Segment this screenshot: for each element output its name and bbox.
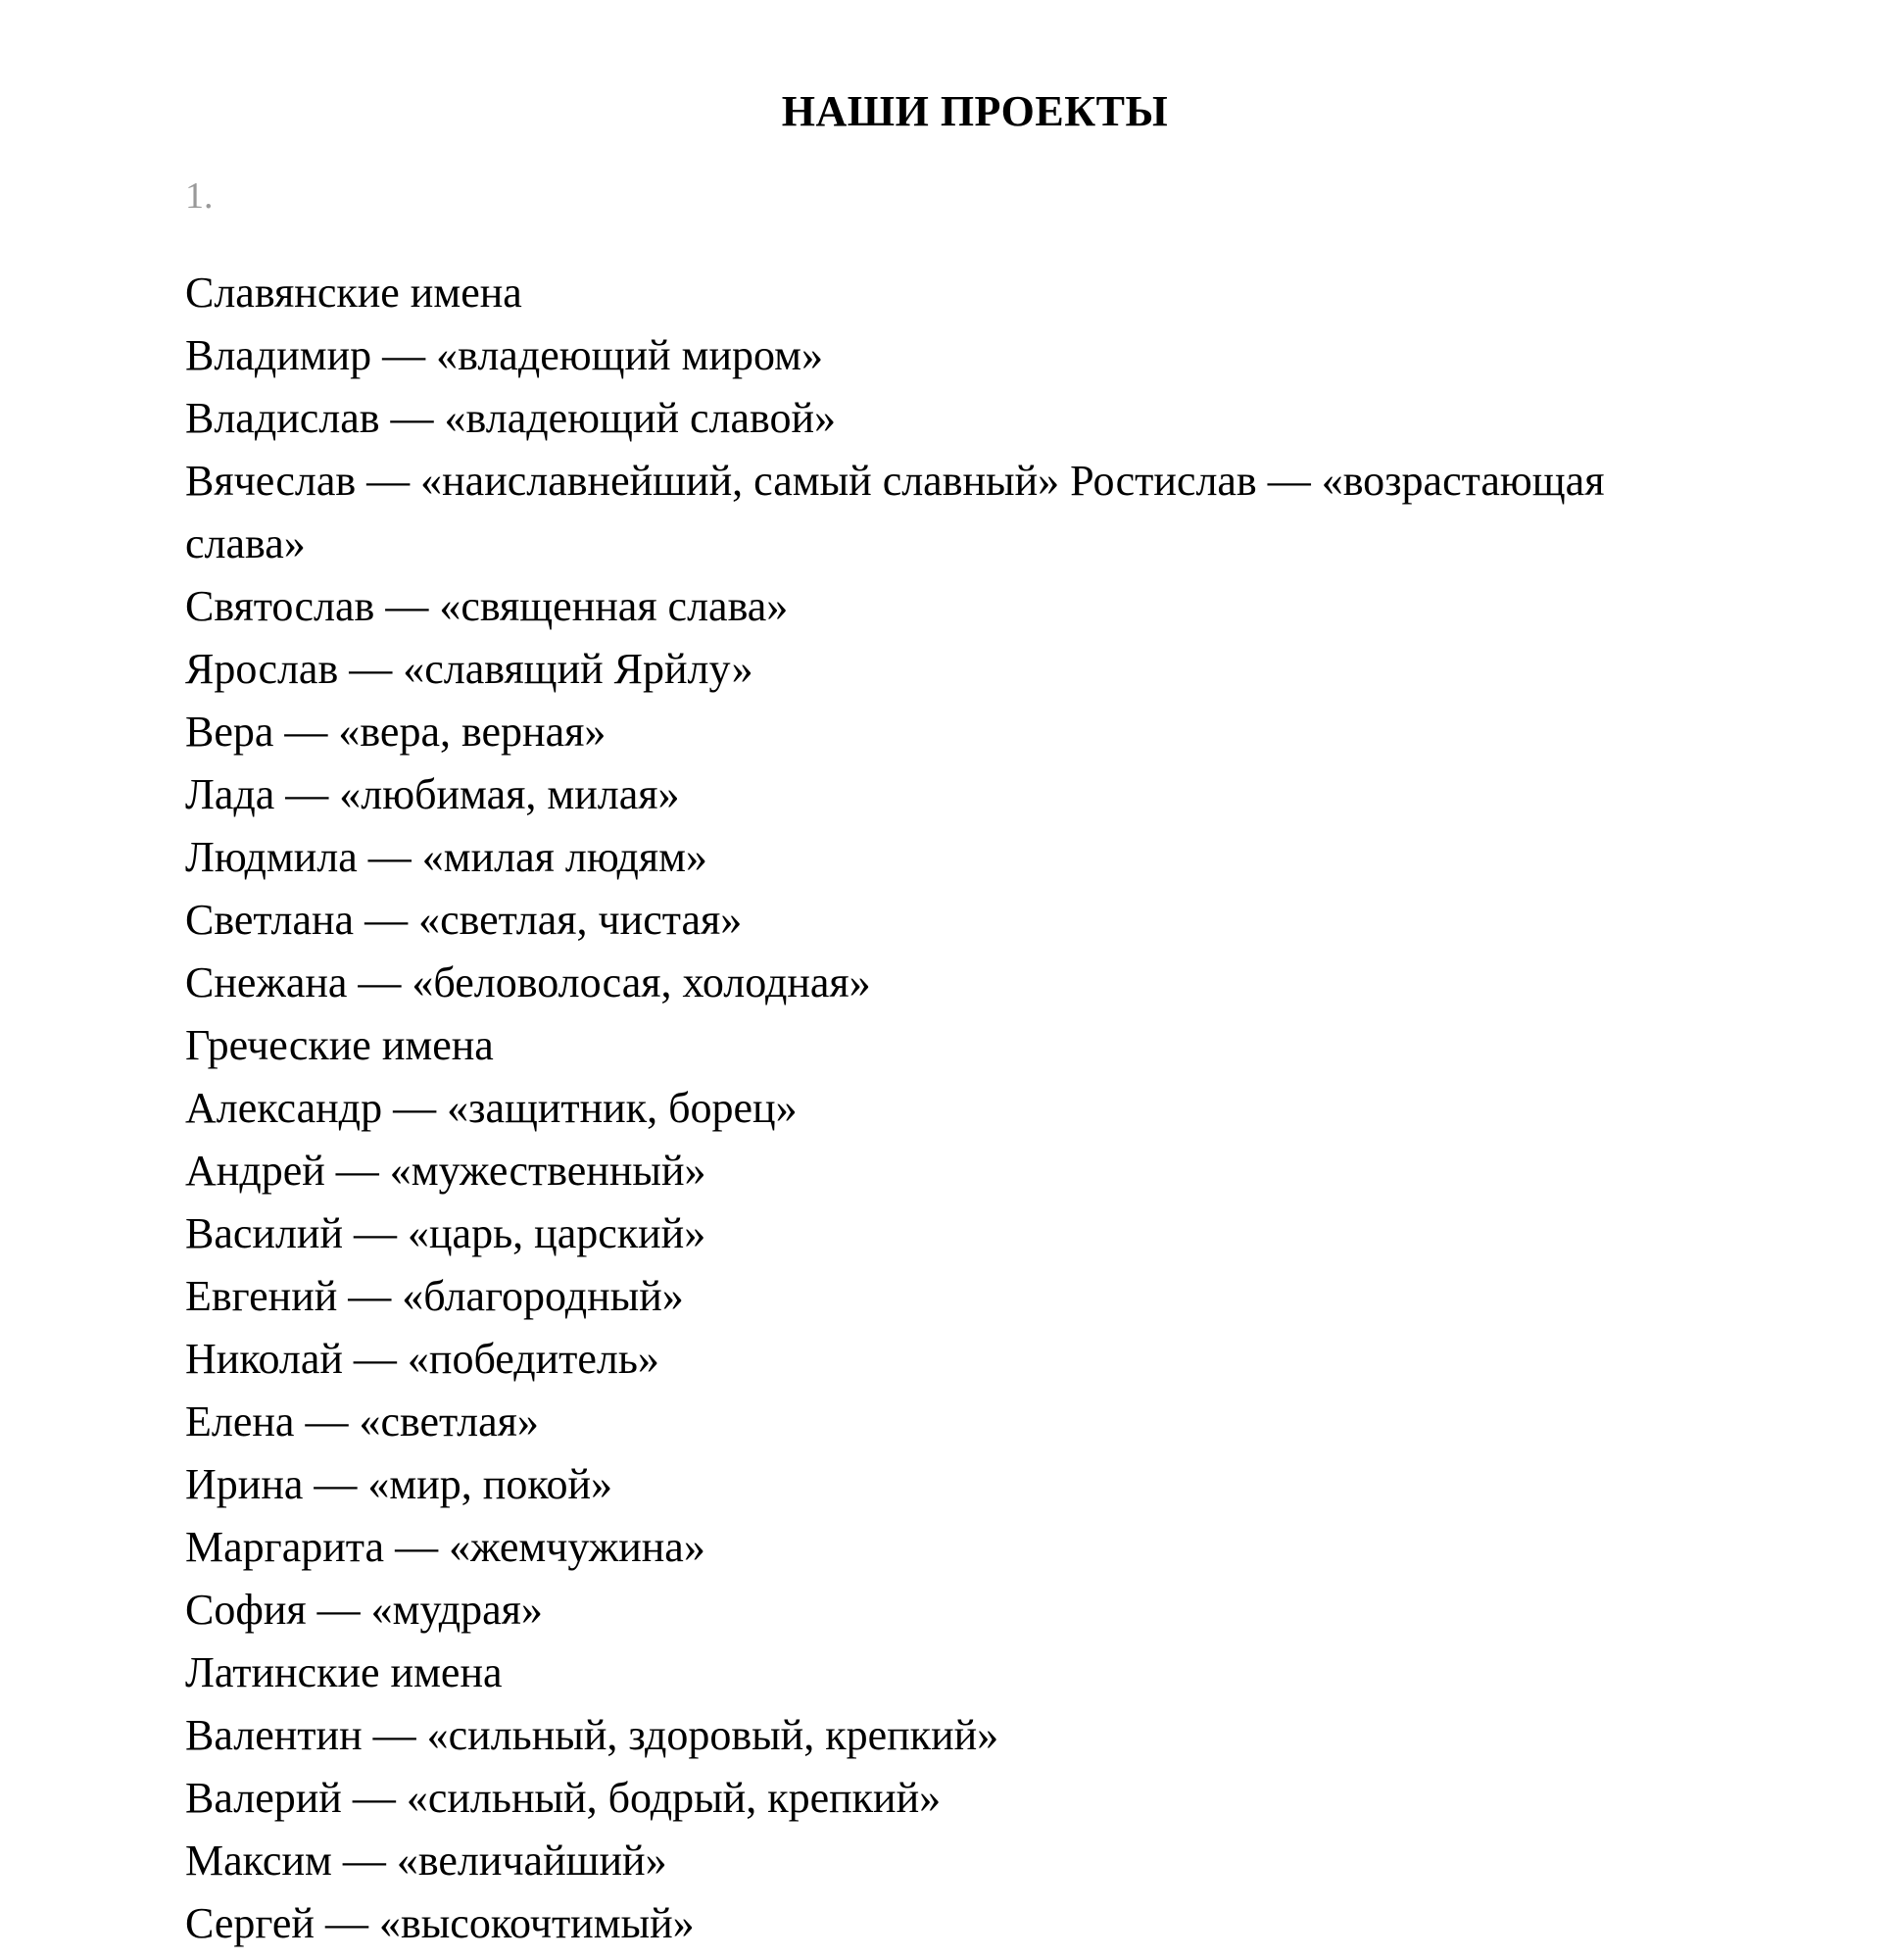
name-line: София — «мудрая»: [185, 1586, 543, 1634]
name-line: Владимир — «владеющий миром»: [185, 331, 823, 379]
name-line: Елена — «светлая»: [185, 1397, 539, 1446]
name-line: Евгений — «благородный»: [185, 1272, 684, 1320]
name-line: Валерий — «сильный, бодрый, крепкий»: [185, 1774, 942, 1822]
name-line: Александр — «защитник, борец»: [185, 1084, 798, 1132]
section-heading-greek: Греческие имена: [185, 1021, 494, 1069]
name-line: Снежана — «беловолосая, холодная»: [185, 958, 871, 1006]
name-line: Вера — «вера, верная»: [185, 708, 606, 756]
name-line: Максим — «величайший»: [185, 1837, 667, 1885]
name-line: Святослав — «священная слава»: [185, 582, 789, 630]
name-line: Вячеслав — «наиславнейший, самый славный» Ростислав — «возрастающая: [185, 457, 1605, 505]
name-line: Ярослав — «славящий Ярйлу»: [185, 645, 753, 693]
name-line-continuation: слава»: [185, 519, 306, 567]
list-number: 1.: [185, 175, 214, 217]
name-line: Валентин — «сильный, здоровый, крепкий»: [185, 1711, 999, 1759]
name-line: Андрей — «мужественный»: [185, 1147, 706, 1195]
name-line: Светлана — «светлая, чистая»: [185, 896, 743, 944]
name-line: Василий — «царь, царский»: [185, 1209, 706, 1257]
name-line: Ирина — «мир, покой»: [185, 1460, 613, 1508]
document-body: [185, 262, 1772, 1955]
name-line: Владислав — «владеющий славой»: [185, 394, 837, 442]
section-heading-latin: Латинские имена: [185, 1648, 503, 1696]
name-line: Лада — «любимая, милая»: [185, 770, 680, 818]
name-line: Маргарита — «жемчужина»: [185, 1523, 705, 1571]
document-title: НАШИ ПРОЕКТЫ: [781, 87, 1169, 135]
name-line: Сергей — «высокочтимый»: [185, 1899, 695, 1947]
name-line: Людмила — «милая людям»: [185, 833, 707, 881]
section-heading-slavic: Славянские имена: [185, 269, 522, 317]
name-line: Николай — «победитель»: [185, 1335, 659, 1383]
